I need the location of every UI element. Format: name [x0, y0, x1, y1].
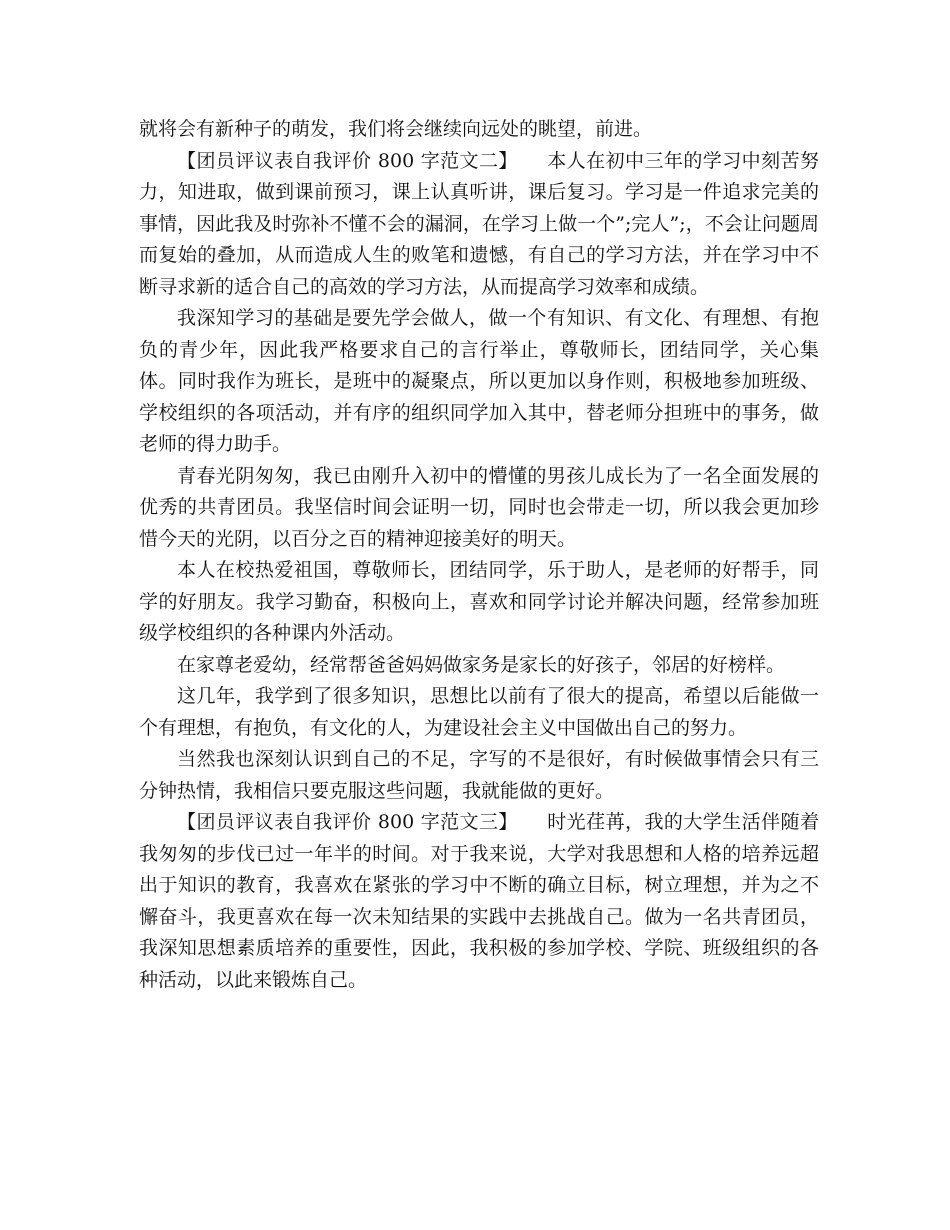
paragraph-sample-three: 【团员评议表自我评价 800 字范文三】 时光荏苒，我的大学生活伴随着我匆匆的步伐已过一年半的时间。对于我来说，大学对我思想和人格的培养远超出于知识的教育，我喜欢在紧张的学习中不断的确立目标，树立理想，并为之不懈奋斗，我更喜欢在每一次未知结果的实践中去挑战自己。做为一名共青团员，我深知思想素质培养的重要性，因此，我积极的参加学校、学院、班级组织的各种活动，以此来锻炼自己。 — [139, 811, 819, 991]
paragraph-sample-two: 【团员评议表自我评价 800 字范文二】 本人在初中三年的学习中刻苦努力，知进取，做到课前预习，课上认真听讲，课后复习。学习是一件追求完美的事情，因此我及时弥补不懂不会的漏洞，在学习上做一个”;完人”;，不会让问题周而复始的叠加，从而造成人生的败笔和遗憾，有自己的学习方法，并在学习中不断寻求新的适合自己的高效的学习方法，从而提高学习效率和成绩。 — [139, 149, 819, 298]
paragraph-continuation: 就将会有新种子的萌发，我们将会继续向远处的眺望，前进。 — [139, 118, 653, 140]
paragraph-school-conduct: 本人在校热爱祖国，尊敬师长，团结同学，乐于助人，是老师的好帮手，同学的好朋友。我学习勤奋，积极向上，喜欢和同学讨论并解决问题，经常参加班级学校组织的各种课内外活动。 — [139, 559, 819, 644]
paragraph-youth-time: 青春光阴匆匆，我已由刚升入初中的懵懂的男孩儿成长为了一名全面发展的优秀的共青团员。我坚信时间会证明一切，同时也会带走一切，所以我会更加珍惜今天的光阴，以百分之百的精神迎接美好的明天。 — [139, 464, 819, 550]
paragraph-learning-foundation: 我深知学习的基础是要先学会做人，做一个有知识、有文化、有理想、有抱负的青少年，因此我严格要求自己的言行举止，尊敬师长，团结同学，关心集体。同时我作为班长，是班中的凝聚点，所以更加以身作则，积极地参加班级、学校组织的各项活动，并有序的组织同学加入其中，替老师分担班中的事务，做老师的得力助手。 — [139, 307, 819, 455]
paragraph-progress: 这几年，我学到了很多知识，思想比以前有了很大的提高，希望以后能做一个有理想，有抱负，有文化的人，为建设社会主义中国做出自己的努力。 — [139, 685, 819, 739]
paragraph-home-conduct: 在家尊老爱幼，经常帮爸爸妈妈做家务是家长的好孩子，邻居的好榜样。 — [177, 653, 786, 676]
paragraph-shortcomings: 当然我也深刻认识到自己的不足，字写的不是很好，有时候做事情会只有三分钟热情，我相信只要克服这些问题，我就能做的更好。 — [139, 748, 819, 802]
document-body — [139, 114, 819, 996]
